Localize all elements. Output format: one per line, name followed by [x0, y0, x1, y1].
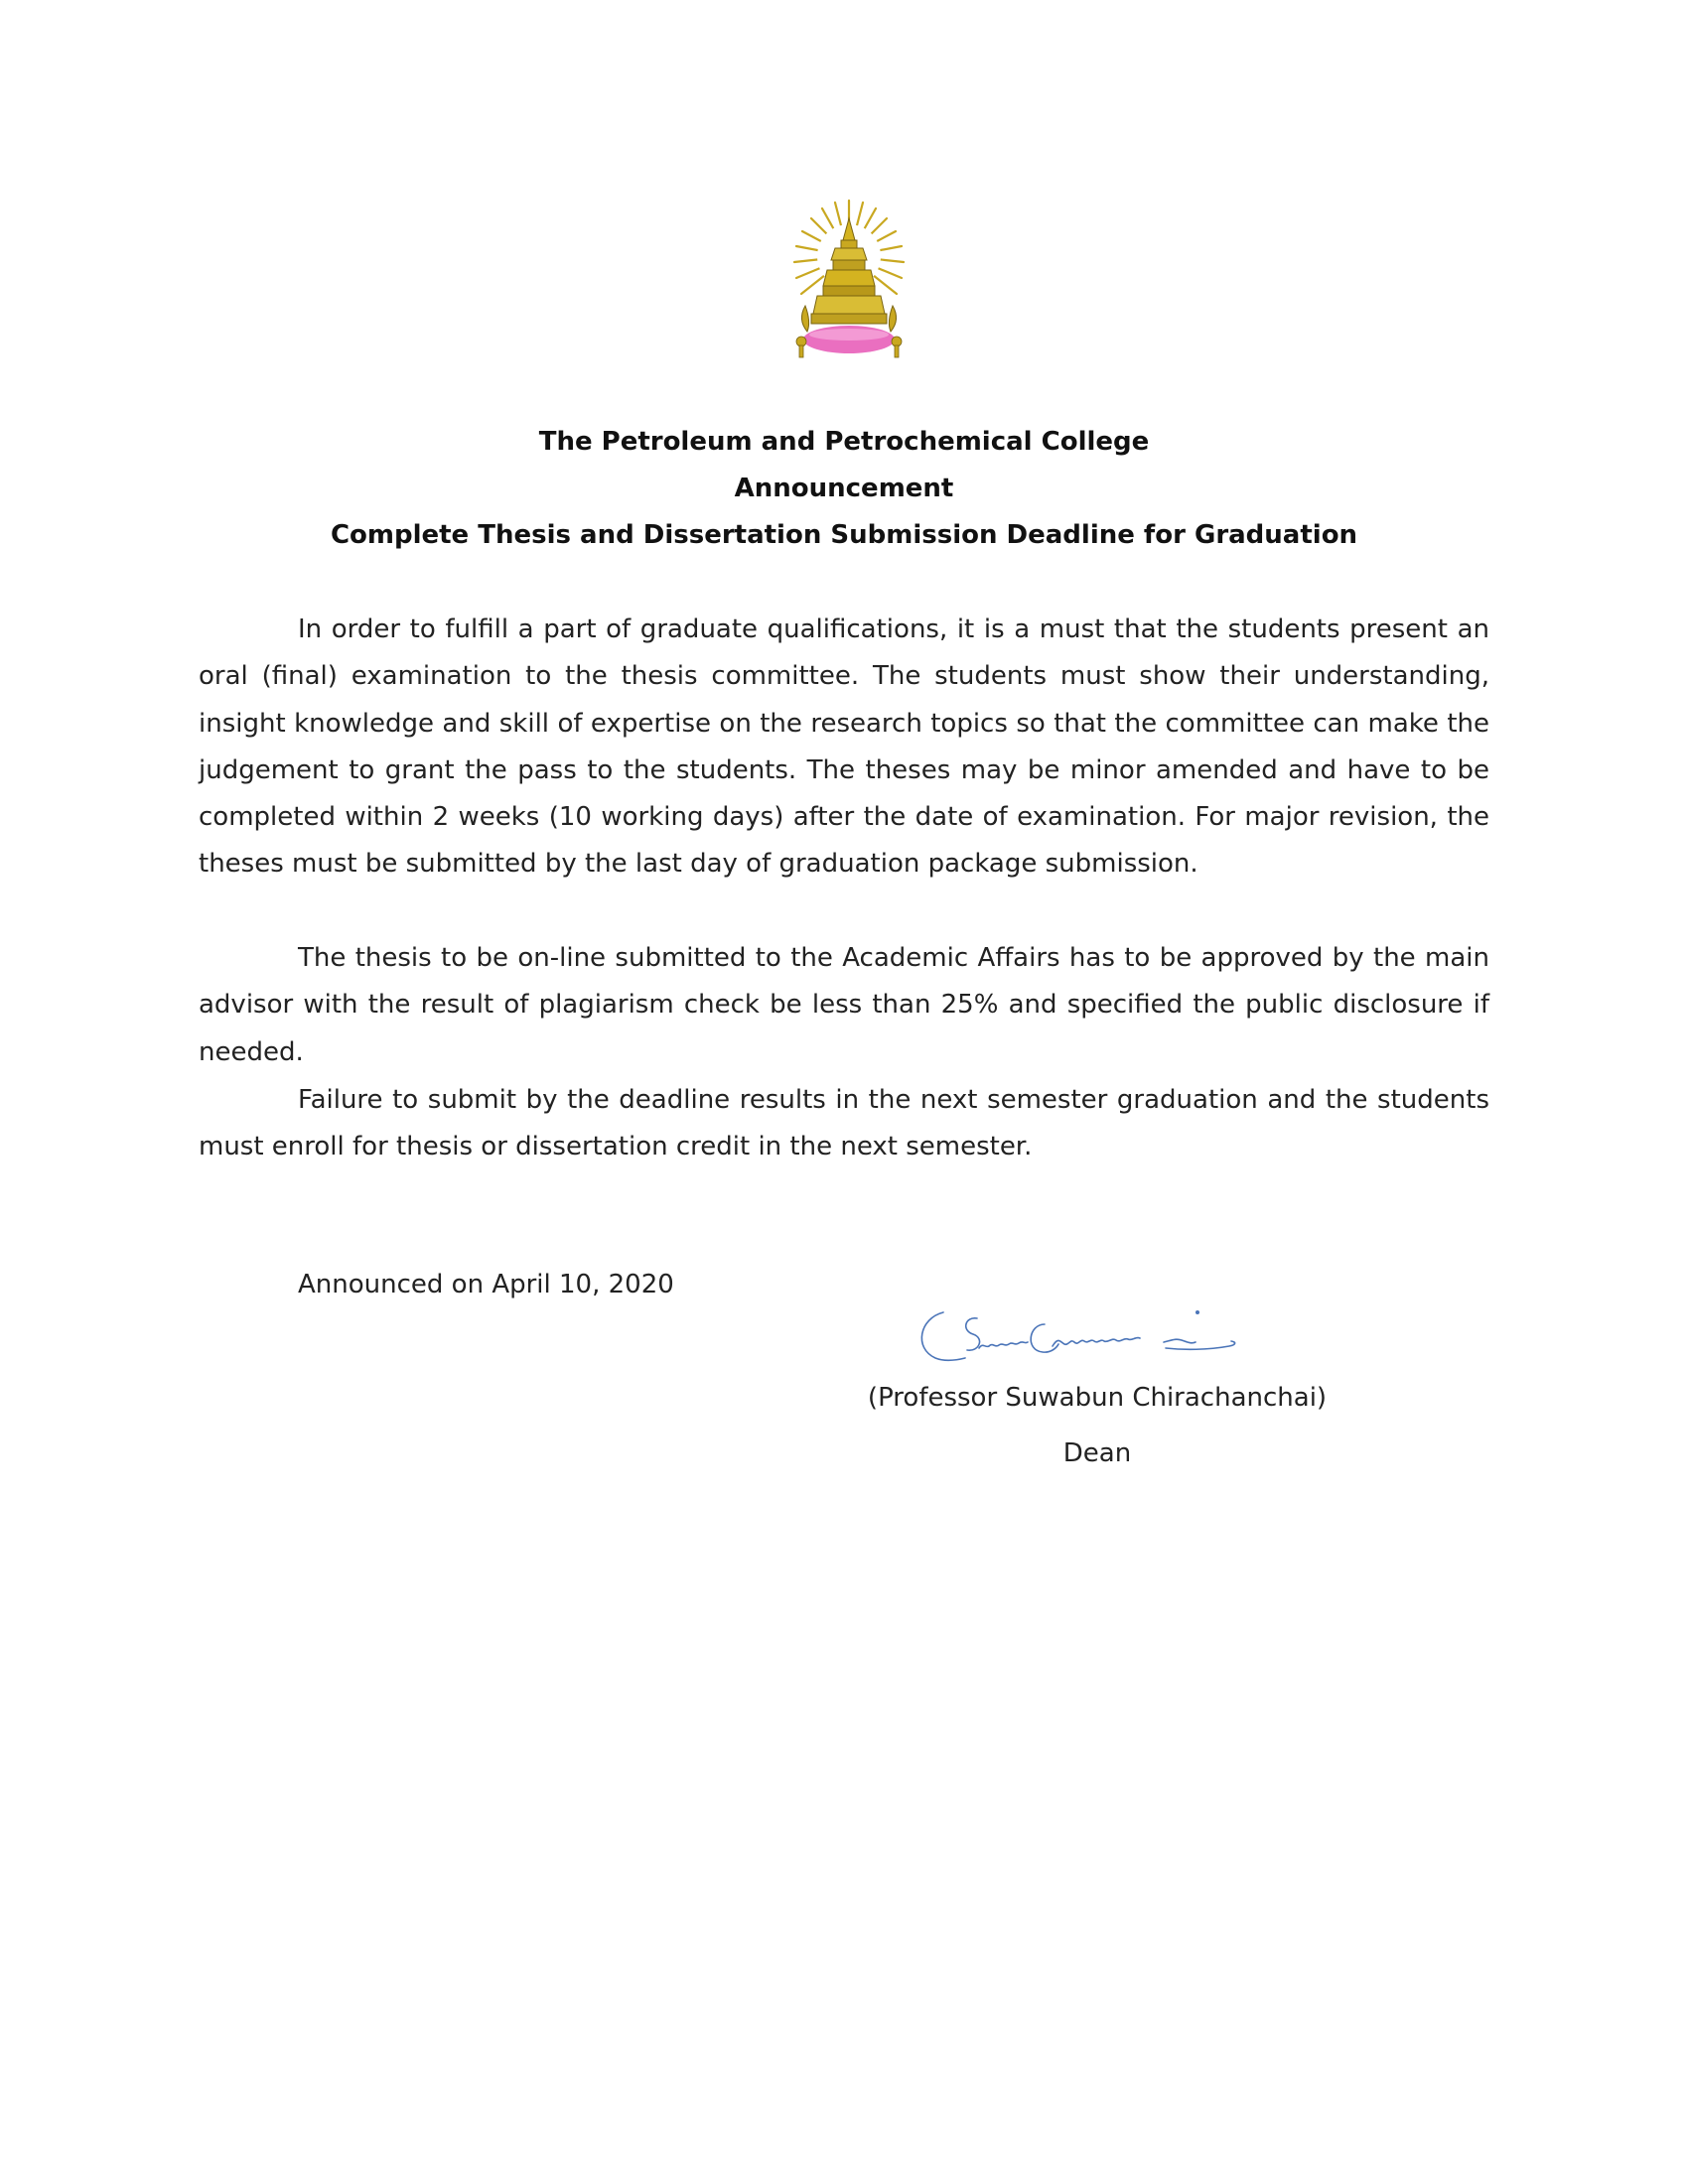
institution-title: The Petroleum and Petrochemical College — [538, 427, 1150, 457]
signer-name: (Professor Suwabun Chirachanchai) — [867, 1383, 1328, 1413]
announcement-date: Announced on April 10, 2020 — [298, 1270, 674, 1299]
body-paragraph: In order to fulfill a part of graduate qualifications, it is a must that the students present an oral (final) examination to the thesis committee. The students must show their understanding, insight knowledge and skill of expertise on the research topics so that the committee can make the judgement to grant the pass to the students. The theses may be minor amended and have to be completed within 2 weeks (10 working days) after the date of examination. For major revision, the theses must be submitted by the last day of graduation package submission. — [199, 614, 1489, 880]
handwritten-signature — [914, 1308, 1241, 1368]
document-type: Announcement — [734, 474, 954, 503]
signer-title: Dean — [1062, 1438, 1132, 1468]
university-crest-icon — [789, 197, 909, 370]
body-paragraph: Failure to submit by the deadline results in the next semester graduation and the students must enroll for thesis or dissertation credit in the next semester. — [199, 1085, 1489, 1162]
announcement-subject: Complete Thesis and Dissertation Submission Deadline for Graduation — [330, 520, 1358, 550]
body-paragraph: The thesis to be on-line submitted to the Academic Affairs has to be approved by the main advisor with the result of plagiarism check be less than 25% and specified the public disclosure if needed. — [199, 943, 1489, 1067]
